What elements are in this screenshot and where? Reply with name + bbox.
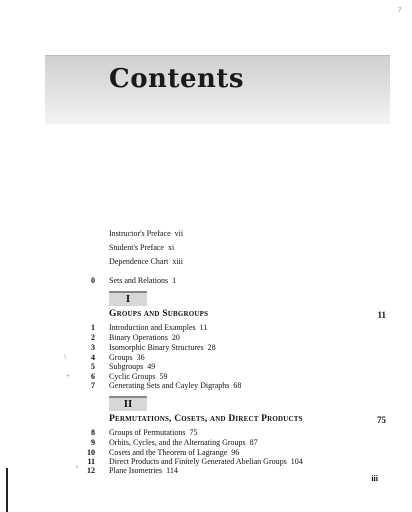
chapter-number: 11 xyxy=(87,457,95,466)
chapter-number: 6 xyxy=(91,372,95,381)
chapter-number: 0 xyxy=(91,276,95,285)
chapter-page: 49 xyxy=(147,362,156,371)
front-item-label: Student's Preface xyxy=(109,243,164,252)
part-2-page: 75 xyxy=(377,415,386,425)
chapter-page: 59 xyxy=(159,372,168,381)
chapter-number: 12 xyxy=(87,466,95,475)
margin-mark-top: ? xyxy=(398,6,402,14)
chapter-11-entry[interactable] xyxy=(109,457,303,466)
chapter-number: 7 xyxy=(91,381,95,390)
chapter-1-entry[interactable] xyxy=(109,323,207,332)
chapter-title: Generating Sets and Cayley Digraphs xyxy=(109,381,230,390)
chapter-6-entry[interactable] xyxy=(109,372,167,381)
chapter-0-entry[interactable] xyxy=(109,276,176,285)
chapter-number: 2 xyxy=(91,333,95,342)
part-1-title[interactable]: Groups and Subgroups xyxy=(109,309,209,319)
chapter-page: 75 xyxy=(189,428,198,437)
margin-mark: ¹ xyxy=(76,464,79,472)
chapter-title: Sets and Relations xyxy=(109,276,169,285)
chapter-title: Binary Operations xyxy=(109,333,168,342)
front-item-label: Dependence Chart xyxy=(109,257,169,266)
chapter-page: 68 xyxy=(233,381,242,390)
chapter-title: Groups xyxy=(109,353,133,362)
chapter-number: 4 xyxy=(91,353,95,362)
chapter-number: 1 xyxy=(91,323,95,332)
chapter-number: 3 xyxy=(91,343,95,352)
front-item-dependence-chart[interactable] xyxy=(109,257,183,266)
chapter-8-entry[interactable] xyxy=(109,428,197,437)
chapter-page: 87 xyxy=(249,438,258,447)
chapter-number: 8 xyxy=(91,428,95,437)
chapter-page: 1 xyxy=(172,276,177,285)
chapter-page: 28 xyxy=(207,343,216,352)
chapter-page: 104 xyxy=(290,457,303,466)
chapter-2-entry[interactable] xyxy=(109,333,180,342)
chapter-title: Cosets and the Theorem of Lagrange xyxy=(109,448,228,457)
chapter-title: Plane Isometries xyxy=(109,466,163,475)
chapter-9-entry[interactable] xyxy=(109,438,258,447)
chapter-page: 20 xyxy=(171,333,180,342)
chapter-page: 114 xyxy=(166,466,178,475)
margin-mark: + xyxy=(66,372,70,380)
chapter-7-entry[interactable] xyxy=(109,381,241,390)
front-item-label: Instructor's Preface xyxy=(109,229,171,238)
chapter-title: Groups of Permutations xyxy=(109,428,186,437)
front-item-students-preface[interactable] xyxy=(109,243,174,252)
chapter-number: 9 xyxy=(91,438,95,447)
scan-edge-line xyxy=(6,468,8,512)
chapter-4-entry[interactable] xyxy=(109,353,145,362)
chapter-3-entry[interactable] xyxy=(109,343,216,352)
chapter-page: 96 xyxy=(231,448,240,457)
chapter-title: Direct Products and Finitely Generated Abelian Groups xyxy=(109,457,287,466)
front-item-page: xi xyxy=(167,243,175,252)
chapter-title: Isomorphic Binary Structures xyxy=(109,343,204,352)
chapter-title: Subgroups xyxy=(109,362,144,371)
chapter-12-entry[interactable] xyxy=(109,466,178,475)
chapter-page: 36 xyxy=(136,353,145,362)
chapter-title: Introduction and Examples xyxy=(109,323,196,332)
chapter-5-entry[interactable] xyxy=(109,362,155,371)
contents-banner xyxy=(45,55,390,124)
contents-heading: Contents xyxy=(109,64,245,94)
chapter-number: 10 xyxy=(87,448,95,457)
front-item-page: vii xyxy=(174,229,184,238)
chapter-number: 5 xyxy=(91,362,95,371)
front-item-instructors-preface[interactable] xyxy=(109,229,183,238)
front-item-page: xiii xyxy=(172,257,183,266)
part-2-numeral: II xyxy=(109,396,147,411)
page-number: iii xyxy=(371,474,378,483)
part-2-title[interactable]: Permutations, Cosets, and Direct Products xyxy=(109,414,303,424)
part-1-numeral: I xyxy=(109,291,147,306)
margin-mark: \ xyxy=(64,353,66,361)
chapter-title: Orbits, Cycles, and the Alternating Groups xyxy=(109,438,246,447)
chapter-page: 11 xyxy=(199,323,208,332)
chapter-title: Cyclic Groups xyxy=(109,372,156,381)
chapter-10-entry[interactable] xyxy=(109,448,239,457)
part-1-page: 11 xyxy=(377,310,386,320)
